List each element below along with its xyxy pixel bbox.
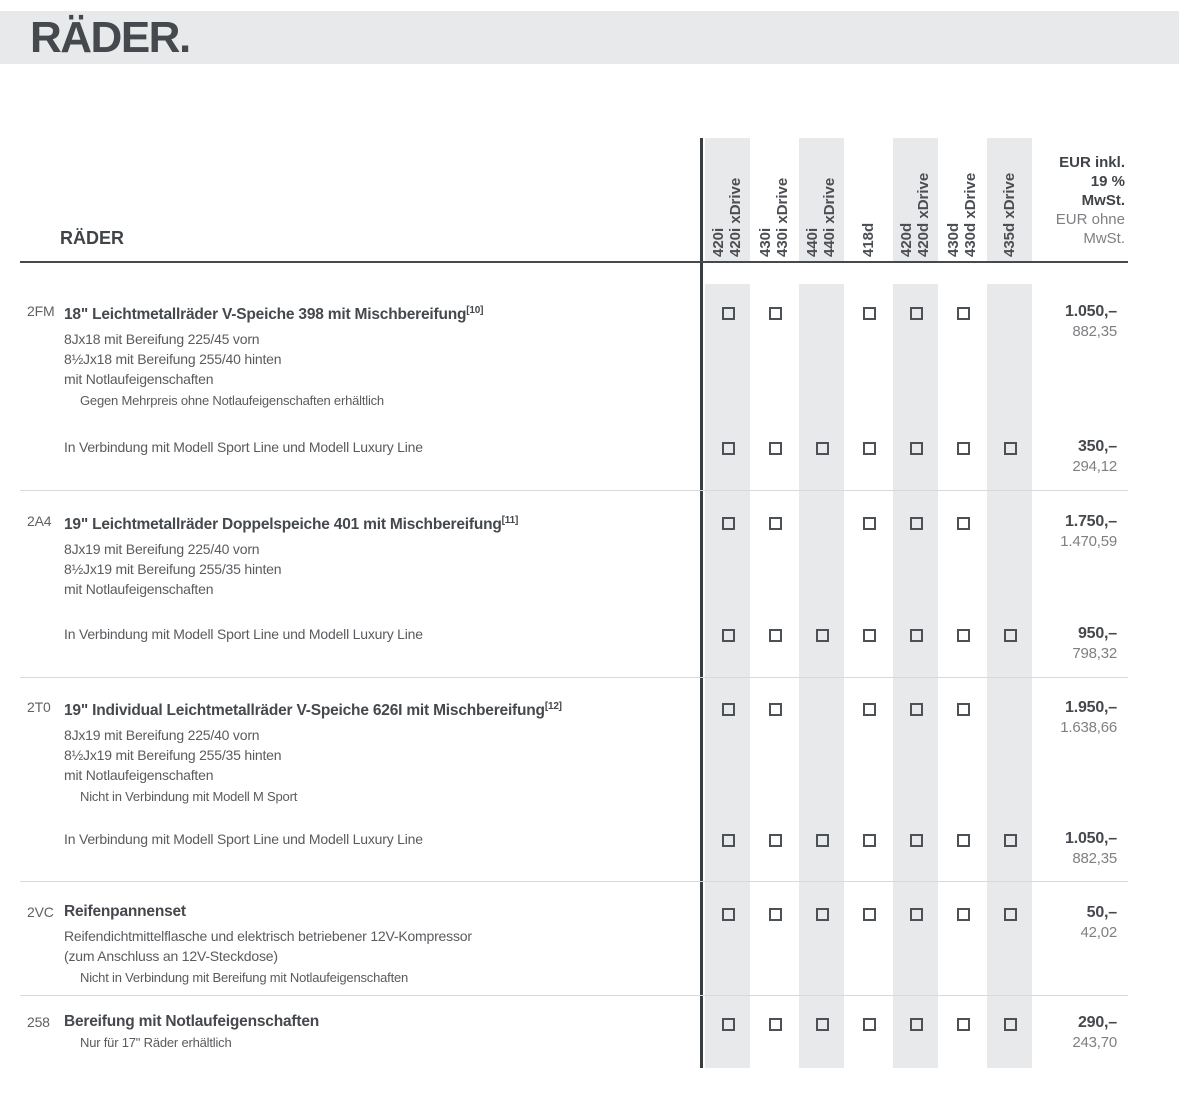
option-checkbox — [769, 307, 782, 320]
option-checkbox — [816, 1018, 829, 1031]
price-cell — [1080, 903, 1117, 943]
option-checkbox — [816, 442, 829, 455]
option-detail: Reifendichtmittelflasche und elektrisch betriebener 12V-Kompressor — [64, 928, 472, 944]
option-description — [64, 512, 694, 599]
price-gross: 50,– — [1086, 904, 1117, 921]
option-checkbox — [1004, 908, 1017, 921]
price-gross: 1.050,– — [1065, 303, 1117, 320]
option-detail: mit Notlaufeigenschaften — [64, 581, 214, 598]
option-checkbox — [722, 629, 735, 642]
footnote-marker: [12] — [544, 701, 562, 712]
price-header-line: EUR inkl. — [1059, 154, 1125, 171]
option-title: 19" Leichtmetallräder Doppelspeiche 401 mit Mischbereifung[11] — [64, 515, 519, 534]
model-availability-cell — [940, 629, 987, 643]
option-checkbox — [769, 908, 782, 921]
availability-checks — [705, 1018, 1034, 1032]
option-description — [64, 903, 694, 986]
model-availability-cell — [705, 307, 752, 321]
availability-checks — [705, 908, 1034, 922]
option-detail: (zum Anschluss an 12V-Steckdose) — [64, 948, 278, 964]
option-condition: In Verbindung mit Modell Sport Line und Modell Luxury Line — [64, 439, 423, 455]
price-cell — [1060, 698, 1117, 738]
option-checkbox — [910, 629, 923, 642]
model-availability-cell — [799, 1018, 846, 1032]
price-cell — [1072, 1013, 1117, 1053]
option-description — [64, 698, 694, 805]
option-code: 2FM — [27, 303, 55, 319]
model-availability-cell — [799, 307, 846, 321]
price-gross: 1.950,– — [1065, 699, 1117, 716]
column-stripe — [893, 284, 938, 1068]
option-description — [64, 624, 694, 644]
model-availability-cell — [752, 629, 799, 643]
column-header-430i: 430i 430i xDrive — [757, 177, 791, 257]
option-checkbox — [1004, 442, 1017, 455]
option-checkbox — [722, 307, 735, 320]
option-checkbox — [910, 703, 923, 716]
price-gross: 290,– — [1077, 1014, 1117, 1031]
option-checkbox — [816, 908, 829, 921]
column-header-435d-xdrive: 435d xDrive — [1001, 172, 1018, 257]
model-availability-cell — [940, 703, 987, 717]
availability-checks — [705, 834, 1034, 848]
model-availability-cell — [705, 629, 752, 643]
option-condition: In Verbindung mit Modell Sport Line und Modell Luxury Line — [64, 626, 423, 642]
model-availability-cell — [893, 442, 940, 456]
model-availability-cell — [893, 703, 940, 717]
option-condition: In Verbindung mit Modell Sport Line und Modell Luxury Line — [64, 831, 423, 847]
option-title: 18" Leichtmetallräder V-Speiche 398 mit Mischbereifung[10] — [64, 305, 484, 324]
page-title-band — [0, 11, 1179, 64]
model-availability-cell — [940, 1018, 987, 1032]
option-checkbox — [957, 1018, 970, 1031]
model-availability-cell — [799, 834, 846, 848]
model-availability-cell — [987, 1018, 1034, 1032]
table-header-rule — [20, 261, 1128, 263]
option-note: Nicht in Verbindung mit Bereifung mit Notlaufeigenschaften — [80, 970, 409, 985]
option-checkbox — [863, 517, 876, 530]
model-availability-cell — [893, 307, 940, 321]
option-note: Nicht in Verbindung mit Modell M Sport — [80, 789, 298, 805]
model-availability-cell — [940, 307, 987, 321]
option-checkbox — [722, 517, 735, 530]
column-stripe — [799, 284, 844, 1068]
model-availability-cell — [799, 629, 846, 643]
price-net: 882,35 — [1072, 850, 1117, 867]
model-availability-cell — [705, 517, 752, 531]
price-cell — [1072, 437, 1117, 477]
option-checkbox — [769, 703, 782, 716]
row-divider — [20, 490, 1128, 491]
option-checkbox — [1004, 834, 1017, 847]
price-cell — [1060, 512, 1117, 552]
model-availability-cell — [752, 1018, 799, 1032]
model-availability-cell — [799, 442, 846, 456]
model-availability-cell — [940, 517, 987, 531]
column-header-420d: 420d 420d xDrive — [898, 172, 932, 257]
option-checkbox — [816, 834, 829, 847]
option-checkbox — [769, 629, 782, 642]
model-availability-cell — [987, 307, 1034, 321]
model-availability-cell — [705, 703, 752, 717]
table-vertical-rule — [700, 138, 703, 1068]
column-stripe — [705, 284, 750, 1068]
option-checkbox — [910, 1018, 923, 1031]
model-availability-cell — [893, 517, 940, 531]
option-checkbox — [863, 908, 876, 921]
price-header-line: 19 % — [1090, 173, 1125, 190]
price-gross: 1.750,– — [1065, 513, 1117, 530]
option-detail: 8Jx19 mit Bereifung 225/40 vorn — [64, 727, 260, 744]
option-description — [64, 1013, 694, 1051]
price-net: 882,35 — [1072, 323, 1117, 340]
model-availability-cell — [987, 834, 1034, 848]
option-checkbox — [957, 629, 970, 642]
row-divider — [20, 677, 1128, 678]
option-detail: 8Jx18 mit Bereifung 225/45 vorn — [64, 331, 260, 348]
option-detail: mit Notlaufeigenschaften — [64, 767, 214, 784]
model-availability-cell — [846, 703, 893, 717]
option-checkbox — [722, 703, 735, 716]
option-note: Gegen Mehrpreis ohne Notlaufeigenschaften erhältlich — [80, 393, 384, 409]
model-availability-cell — [752, 834, 799, 848]
option-detail: 8Jx19 mit Bereifung 225/40 vorn — [64, 541, 260, 558]
model-availability-cell — [846, 908, 893, 922]
model-availability-cell — [705, 1018, 752, 1032]
option-code: 258 — [27, 1014, 50, 1030]
price-net: 42,02 — [1080, 924, 1117, 941]
option-checkbox — [1004, 1018, 1017, 1031]
row-divider — [20, 881, 1128, 882]
option-title: Reifenpannenset — [64, 903, 186, 920]
model-availability-cell — [752, 517, 799, 531]
model-availability-cell — [752, 442, 799, 456]
model-availability-cell — [940, 834, 987, 848]
option-title: 19" Individual Leichtmetallräder V-Speiche 626I mit Mischbereifung[12] — [64, 701, 562, 720]
model-availability-cell — [893, 1018, 940, 1032]
model-availability-cell — [846, 442, 893, 456]
price-net: 1.638,66 — [1060, 719, 1117, 736]
model-availability-cell — [799, 703, 846, 717]
model-availability-cell — [846, 629, 893, 643]
model-availability-cell — [987, 517, 1034, 531]
option-detail: 8½Jx19 mit Bereifung 255/35 hinten — [64, 747, 282, 764]
option-description — [64, 829, 694, 849]
model-availability-cell — [987, 908, 1034, 922]
price-cell — [1072, 624, 1117, 664]
model-availability-cell — [893, 834, 940, 848]
column-header-440i: 440i 440i xDrive — [804, 177, 838, 257]
column-header-418d: 418d — [860, 222, 877, 257]
model-availability-cell — [799, 908, 846, 922]
option-checkbox — [769, 1018, 782, 1031]
option-description — [64, 437, 694, 457]
model-availability-cell — [752, 908, 799, 922]
price-net: 798,32 — [1072, 645, 1117, 662]
option-description — [64, 302, 694, 409]
price-column-header — [1056, 153, 1125, 248]
model-availability-cell — [705, 834, 752, 848]
model-availability-cell — [799, 517, 846, 531]
footnote-marker: [10] — [466, 305, 484, 316]
column-header-430d: 430d 430d xDrive — [945, 172, 979, 257]
price-net: 243,70 — [1072, 1034, 1117, 1051]
table-section-label: RÄDER — [60, 228, 125, 248]
option-checkbox — [1004, 629, 1017, 642]
footnote-marker: [11] — [501, 515, 519, 526]
price-header-line: MwSt. — [1081, 192, 1125, 209]
option-checkbox — [863, 442, 876, 455]
option-note: Nur für 17" Räder erhältlich — [80, 1035, 232, 1050]
option-title: Bereifung mit Notlaufeigenschaften — [64, 1013, 320, 1030]
price-header-line: MwSt. — [1083, 230, 1125, 247]
option-checkbox — [910, 307, 923, 320]
model-availability-cell — [987, 703, 1034, 717]
model-availability-cell — [846, 517, 893, 531]
option-checkbox — [957, 908, 970, 921]
option-checkbox — [863, 1018, 876, 1031]
model-availability-cell — [940, 442, 987, 456]
option-checkbox — [957, 703, 970, 716]
column-stripe — [987, 284, 1032, 1068]
model-availability-cell — [893, 908, 940, 922]
option-checkbox — [722, 442, 735, 455]
model-availability-cell — [705, 908, 752, 922]
price-gross: 1.050,– — [1065, 830, 1117, 847]
option-detail: 8½Jx19 mit Bereifung 255/35 hinten — [64, 561, 282, 578]
price-cell — [1065, 302, 1117, 342]
option-checkbox — [722, 908, 735, 921]
option-detail: 8½Jx18 mit Bereifung 255/40 hinten — [64, 351, 282, 368]
model-availability-cell — [893, 629, 940, 643]
model-availability-cell — [846, 1018, 893, 1032]
option-checkbox — [816, 629, 829, 642]
model-availability-cell — [705, 442, 752, 456]
option-checkbox — [957, 834, 970, 847]
option-checkbox — [769, 834, 782, 847]
price-net: 1.470,59 — [1060, 533, 1117, 550]
model-availability-cell — [752, 307, 799, 321]
option-checkbox — [910, 834, 923, 847]
model-availability-cell — [846, 307, 893, 321]
price-gross: 350,– — [1077, 438, 1117, 455]
option-code: 2VC — [27, 904, 54, 920]
option-checkbox — [722, 1018, 735, 1031]
option-checkbox — [769, 442, 782, 455]
option-checkbox — [863, 307, 876, 320]
row-divider — [20, 995, 1128, 996]
availability-checks — [705, 442, 1034, 456]
option-code: 2A4 — [27, 513, 52, 529]
model-availability-cell — [987, 442, 1034, 456]
option-checkbox — [863, 834, 876, 847]
model-availability-cell — [987, 629, 1034, 643]
option-checkbox — [863, 629, 876, 642]
model-availability-cell — [940, 908, 987, 922]
price-cell — [1065, 829, 1117, 869]
option-checkbox — [863, 703, 876, 716]
column-header-420i: 420i 420i xDrive — [710, 177, 744, 257]
option-checkbox — [910, 517, 923, 530]
option-checkbox — [722, 834, 735, 847]
model-availability-cell — [752, 703, 799, 717]
option-checkbox — [957, 442, 970, 455]
option-code: 2T0 — [27, 699, 51, 715]
option-checkbox — [957, 517, 970, 530]
option-checkbox — [769, 517, 782, 530]
option-checkbox — [957, 307, 970, 320]
option-detail: mit Notlaufeigenschaften — [64, 371, 214, 388]
price-net: 294,12 — [1072, 458, 1117, 475]
model-availability-cell — [846, 834, 893, 848]
availability-checks — [705, 703, 1034, 717]
availability-checks — [705, 629, 1034, 643]
price-gross: 950,– — [1077, 625, 1117, 642]
availability-checks — [705, 307, 1034, 321]
option-checkbox — [910, 442, 923, 455]
page-title: RÄDER. — [30, 12, 190, 62]
availability-checks — [705, 517, 1034, 531]
option-checkbox — [910, 908, 923, 921]
price-header-line: EUR ohne — [1055, 211, 1125, 228]
